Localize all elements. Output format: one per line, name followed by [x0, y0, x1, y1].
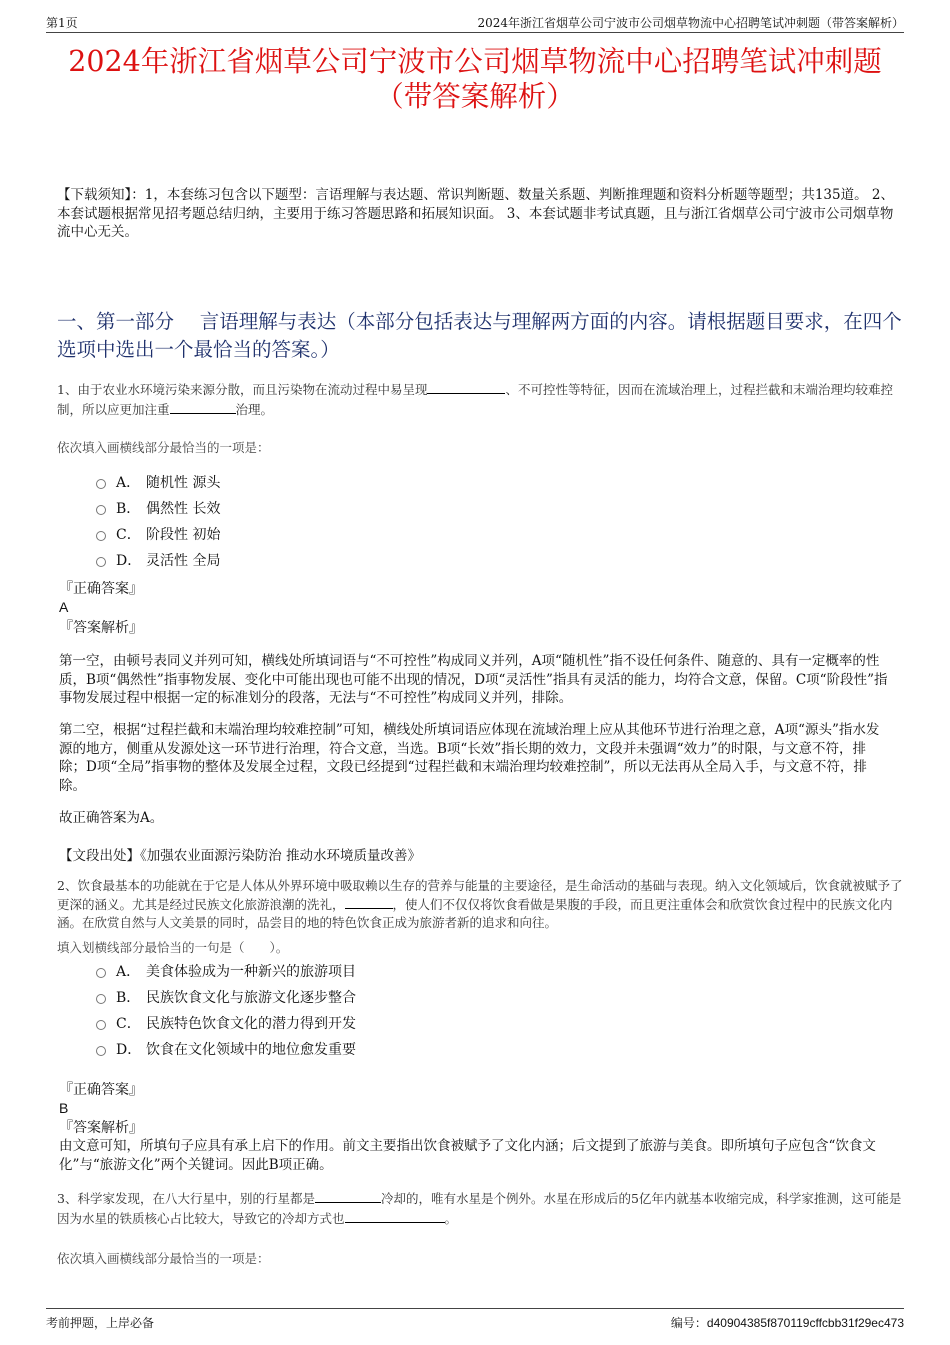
q1-analysis-p2: 第二空，根据“过程拦截和末端治理均较难控制”可知，横线处所填词语应体现在流域治理上应从其他环节进行治理之意，A项“源头”指水发源的地方，侧重从发源处这一环节进行治理，符合文意，当选。B项“长效”指长期的效力，文段并未强调“效力”的时限，与文意不符，排除；D项“全局”指事物的整体及发展全过程，文段已经提到“过程拦截和末端治理均较难控制”，所以无法再从全局入手，与文意不符，排除。: [59, 722, 880, 794]
q1-prompt: 依次填入画横线部分最恰当的一项是：: [57, 440, 270, 455]
header-doc-title: 2024年浙江省烟草公司宁波市公司烟草物流中心招聘笔试冲刺题（带答案解析）: [477, 16, 904, 30]
footer-slogan: 考前押题，上岸必备: [46, 1316, 155, 1330]
q1-answer: A: [59, 599, 69, 615]
q1-stem-part-a: 1、由于农业水环境污染来源分散，而且污染物在流动过程中易呈现: [57, 382, 428, 397]
document-id: 编号：d40904385f870119cffcbb31f29ec473: [670, 1316, 904, 1330]
download-notice: 【下载须知】：1，本套练习包含以下题型：言语理解与表达题、常识判断题、数量关系题、判断推理题和资料分析题等题型；共135道。 2、本套试题根据常见招考题总结归纳，主要用于练习答题思路和拓展知识面。 3、本套试题非考试真题，且与浙江省烟草公司宁波市公司烟草物流中心无关。: [57, 187, 894, 240]
option-label: D．: [116, 1042, 142, 1058]
page-footer: [46, 1308, 904, 1330]
q3-stem-part-c: 。: [444, 1211, 458, 1226]
radio-icon[interactable]: [96, 968, 106, 978]
option-label: C．: [116, 527, 141, 543]
q2-analysis-header: 『答案解析』: [59, 1120, 143, 1136]
page-header: [46, 10, 904, 33]
q1-stem-part-c: 治理。: [235, 402, 274, 417]
q2-stem-part-b: ，使人们不仅仅将饮食看做是果腹的手段，而且更注重体会和欣赏饮食过程中的民族文化内涵。在欣赏自然与人文美景的同时，品尝目的地的特色饮食正成为旅游者新的追求和向往。: [57, 896, 893, 930]
option-text: 随机性 源头: [146, 475, 221, 491]
radio-icon[interactable]: [96, 505, 106, 515]
option-text: 阶段性 初始: [146, 527, 221, 543]
radio-icon[interactable]: [96, 994, 106, 1004]
option-text: 民族饮食文化与旅游文化逐步整合: [146, 990, 356, 1006]
q1-analysis-header: 『答案解析』: [59, 620, 143, 636]
option-label: A．: [116, 475, 141, 491]
radio-icon[interactable]: [96, 557, 106, 567]
q2-analysis: 由文意可知，所填句子应具有承上启下的作用。前文主要指出饮食被赋予了文化内涵；后文提到了旅游与美食。即所填句子应包含“饮食文化”与“旅游文化”两个关键词。因此B项正确。: [59, 1138, 876, 1173]
q1-answer-header: 『正确答案』: [59, 581, 143, 597]
document-title: 2024年浙江省烟草公司宁波市公司烟草物流中心招聘笔试冲刺题（带答案解析）: [68, 45, 882, 113]
option-label: B．: [116, 990, 141, 1006]
q3-stem-part-b: 冷却的，唯有水星是个例外。水星在形成后的5亿年内就基本收缩完成，科学家推测，这可能是因为水星的铁质核心占比较大，导致它的冷却方式也: [57, 1191, 902, 1226]
question-1-stem: [57, 380, 904, 420]
question-3-stem: [57, 1189, 904, 1229]
fill-blank: [345, 896, 393, 909]
question-2-stem: [57, 877, 904, 933]
option-text: 美食体验成为一种新兴的旅游项目: [146, 964, 356, 980]
option-text: 民族特色饮食文化的潜力得到开发: [146, 1016, 356, 1032]
q2-answer-header: 『正确答案』: [59, 1082, 143, 1098]
q1-stem-part-b: 、不可控性等特征，因而在流域治理上，过程拦截和末端治理均较难控制，所以应更加注重: [57, 382, 893, 417]
radio-icon[interactable]: [96, 1046, 106, 1056]
q1-conclusion: 故正确答案为A。: [59, 810, 164, 826]
option-text: 饮食在文化领域中的地位愈发重要: [146, 1042, 356, 1058]
q2-prompt: 填入划横线部分最恰当的一句是（ ）。: [57, 940, 289, 955]
option-label: C．: [116, 1016, 141, 1032]
option-label: D．: [116, 553, 142, 569]
fill-blank: [345, 1210, 445, 1223]
page-number: 第1页: [46, 16, 78, 30]
fill-blank: [315, 1190, 381, 1203]
option-label: A．: [116, 964, 141, 980]
option-label: B．: [116, 501, 141, 517]
q1-analysis-p1: 第一空，由顿号表同义并列可知，横线处所填词语与“不可控性”构成同义并列，A项“随机性”指不设任何条件、随意的、具有一定概率的性质，B项“偶然性”指事物发展、变化中可能出现也可能不出现的情况，D项“灵活性”指具有灵活的能力，均符合文意，保留。C项“阶段性”指事物发展过程中根据一定的标准划分的段落，无法与“不可控性”构成同义并列，排除。: [59, 653, 888, 706]
q2-stem-part-a: 2、饮食最基本的功能就在于它是人体从外界环境中吸取赖以生存的营养与能量的主要途径，是生命活动的基础与表现。纳入文化领域后，饮食就被赋予了更深的涵义。尤其是经过民族文化旅游浪潮的洗礼，: [57, 878, 903, 912]
radio-icon[interactable]: [96, 531, 106, 541]
q1-source: 【文段出处】《加强农业面源污染防治 推动水环境质量改善》: [59, 848, 422, 864]
radio-icon[interactable]: [96, 479, 106, 489]
section-heading: 一、第一部分 言语理解与表达（本部分包括表达与理解两方面的内容。请根据题目要求，在四个选项中选出一个最恰当的答案。）: [57, 310, 902, 361]
fill-blank: [427, 381, 505, 394]
fill-blank: [170, 401, 236, 414]
q3-prompt: 依次填入画横线部分最恰当的一项是：: [57, 1251, 270, 1266]
option-text: 灵活性 全局: [146, 553, 221, 569]
radio-icon[interactable]: [96, 1020, 106, 1030]
q2-answer: B: [59, 1100, 69, 1116]
q3-stem-part-a: 3、科学家发现，在八大行星中，别的行星都是: [57, 1191, 315, 1206]
option-text: 偶然性 长效: [146, 501, 221, 517]
